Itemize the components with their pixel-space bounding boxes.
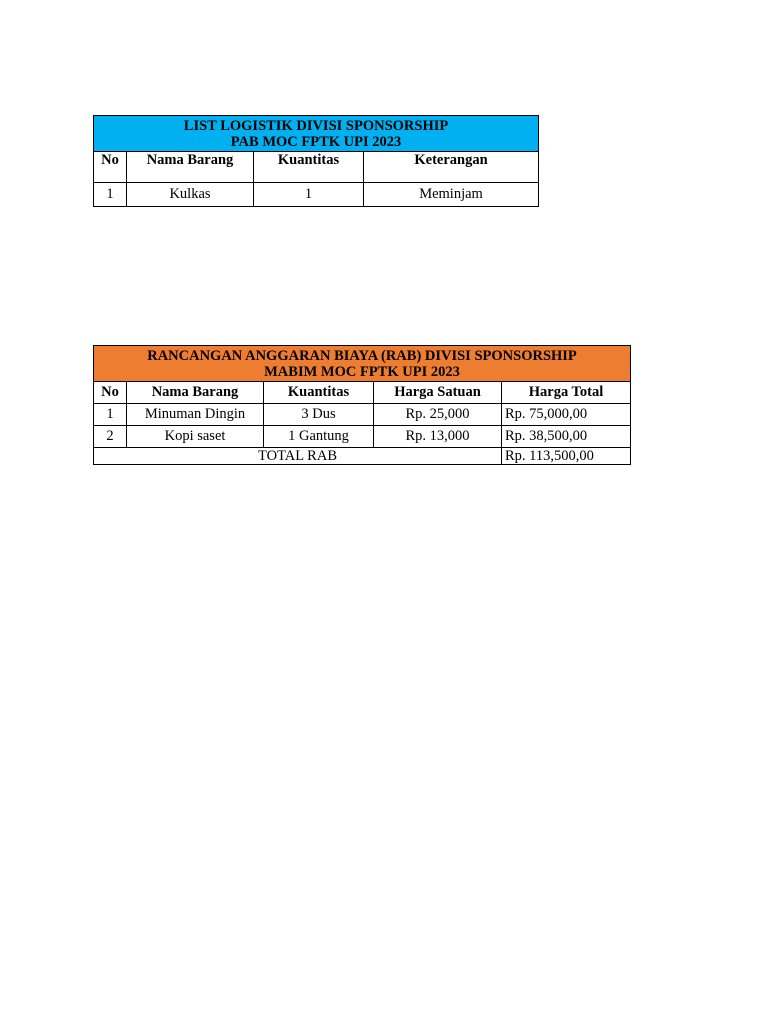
rab-title-line2: MABIM MOC FPTK UPI 2023 <box>264 364 460 380</box>
cell-nama-barang: Minuman Dingin <box>127 404 264 426</box>
cell-harga-satuan: Rp. 13,000 <box>374 426 502 448</box>
rab-table-title <box>94 346 631 382</box>
col-header-kuantitas: Kuantitas <box>264 382 374 404</box>
rab-table <box>93 345 631 465</box>
cell-nama-barang: Kulkas <box>127 183 254 207</box>
total-rab-value: Rp. 113,500,00 <box>502 448 631 465</box>
col-header-nama-barang: Nama Barang <box>127 382 264 404</box>
rab-total-row <box>94 448 631 465</box>
col-header-nama-barang: Nama Barang <box>127 152 254 183</box>
cell-kuantitas: 3 Dus <box>264 404 374 426</box>
table-row <box>94 183 539 207</box>
col-header-keterangan: Keterangan <box>364 152 539 183</box>
total-rab-label: TOTAL RAB <box>94 448 502 465</box>
cell-kuantitas: 1 Gantung <box>264 426 374 448</box>
cell-harga-satuan: Rp. 25,000 <box>374 404 502 426</box>
cell-keterangan: Meminjam <box>364 183 539 207</box>
col-header-harga-total: Harga Total <box>502 382 631 404</box>
logistics-table <box>93 115 539 207</box>
cell-kuantitas: 1 <box>254 183 364 207</box>
table-row <box>94 404 631 426</box>
cell-harga-total: Rp. 38,500,00 <box>502 426 631 448</box>
cell-no: 1 <box>94 404 127 426</box>
logistics-table-title <box>94 116 539 152</box>
cell-no: 2 <box>94 426 127 448</box>
rab-header-row <box>94 382 631 404</box>
cell-no: 1 <box>94 183 127 207</box>
col-header-no: No <box>94 152 127 183</box>
cell-harga-total: Rp. 75,000,00 <box>502 404 631 426</box>
cell-nama-barang: Kopi saset <box>127 426 264 448</box>
col-header-kuantitas: Kuantitas <box>254 152 364 183</box>
logistics-title-line2: PAB MOC FPTK UPI 2023 <box>230 134 402 150</box>
logistics-title-line1: LIST LOGISTIK DIVISI SPONSORSHIP <box>183 118 449 134</box>
logistics-header-row <box>94 152 539 183</box>
rab-title-line1: RANCANGAN ANGGARAN BIAYA (RAB) DIVISI SPONSORSHIP <box>147 348 577 364</box>
table-row <box>94 426 631 448</box>
col-header-no: No <box>94 382 127 404</box>
col-header-harga-satuan: Harga Satuan <box>374 382 502 404</box>
